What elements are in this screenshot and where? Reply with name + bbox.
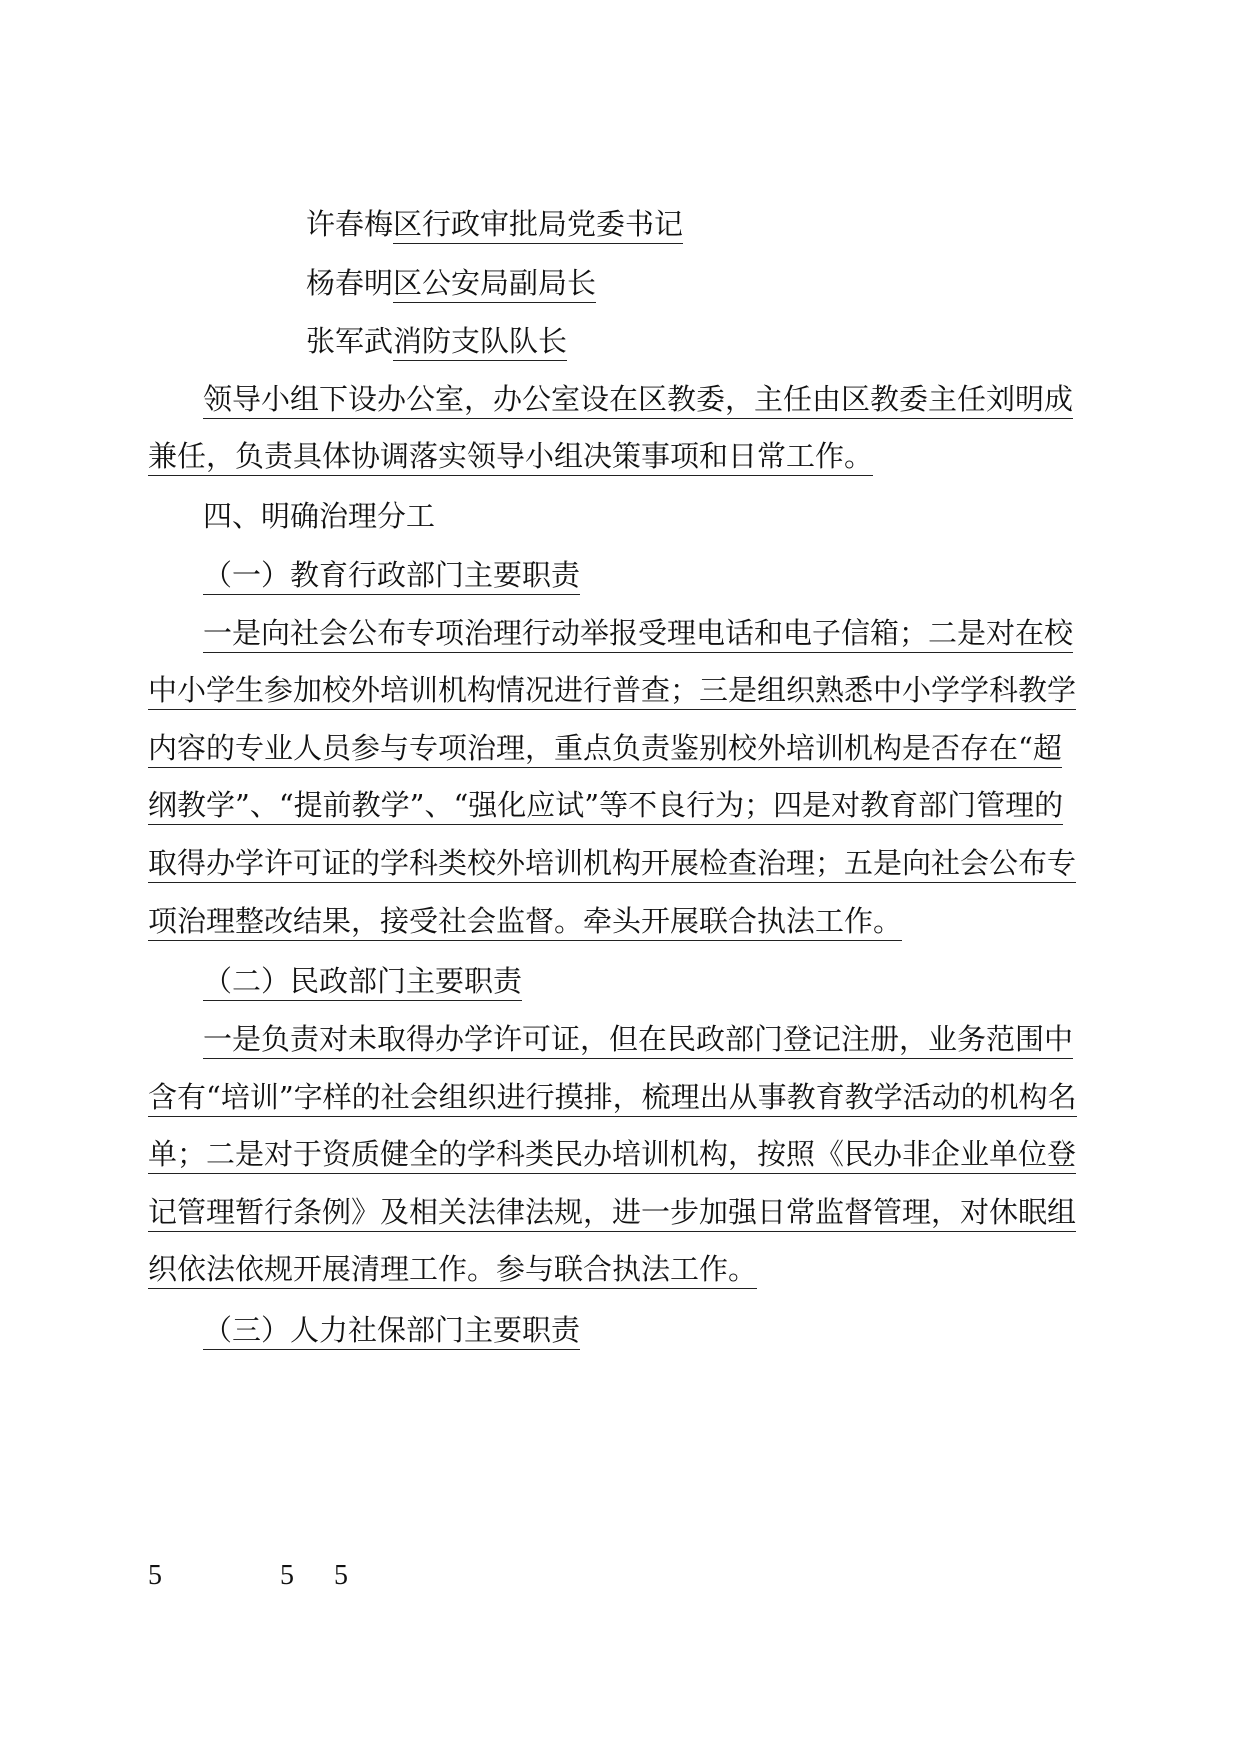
subsection-heading-text: （二）民政部门主要职责: [203, 964, 522, 1001]
part2-paragraph-line: [148, 1134, 1076, 1174]
member-title: 区行政审批局党委书记: [393, 207, 683, 244]
subsection-heading-text: （三）人力社保部门主要职责: [203, 1313, 580, 1350]
paragraph-text: 领导小组下设办公室，办公室设在区教委，主任由区教委主任刘明成: [203, 382, 1073, 419]
part2-paragraph-line: [148, 1192, 1076, 1232]
page-number: 5: [280, 1560, 294, 1591]
section-heading-text: 四、明确治理分工: [203, 499, 436, 533]
paragraph-text: 取得办学许可证的学科类校外培训机构开展检查治理；五是向社会公布专: [148, 846, 1076, 883]
office-paragraph-line: [203, 379, 1073, 419]
subsection-heading: [203, 961, 522, 1001]
part2-paragraph-line: [148, 1077, 1077, 1117]
paragraph-text: 单；二是对于资质健全的学科类民办培训机构，按照《民办非企业单位登: [148, 1137, 1076, 1174]
member-name: 杨春明: [306, 266, 394, 300]
part2-paragraph-line: [203, 1019, 1073, 1059]
member-name: 张军武: [306, 324, 394, 358]
paragraph-text: 纲教学”、“提前教学”、“强化应试”等不良行为；四是对教育部门管理的: [148, 788, 1063, 825]
part1-paragraph-line: [148, 843, 1076, 883]
subsection-heading: [203, 555, 580, 595]
part1-paragraph-line: [148, 728, 1062, 768]
paragraph-text: 中小学生参加校外培训机构情况进行普查；三是组织熟悉中小学学科教学: [148, 673, 1076, 710]
section-heading: [203, 496, 435, 536]
page-number: 5: [148, 1560, 162, 1591]
paragraph-text: 织依法依规开展清理工作。参与联合执法工作。: [148, 1252, 757, 1289]
paragraph-text: 一是向社会公布专项治理行动举报受理电话和电子信箱；二是对在校: [203, 616, 1073, 653]
paragraph-text: 项治理整改结果，接受社会监督。牵头开展联合执法工作。: [148, 904, 902, 941]
member-row: [306, 204, 683, 244]
paragraph-text: 记管理暂行条例》及相关法律法规，进一步加强日常监督管理，对休眠组: [148, 1195, 1076, 1232]
member-title: 消防支队队长: [393, 324, 567, 361]
member-row: [306, 263, 596, 303]
subsection-heading: [203, 1310, 580, 1350]
paragraph-text: 兼任，负责具体协调落实领导小组决策事项和日常工作。: [148, 439, 873, 476]
part2-paragraph-line: [148, 1249, 757, 1289]
part1-paragraph-line: [148, 785, 1063, 825]
part1-paragraph-line: [203, 613, 1073, 653]
subsection-heading-text: （一）教育行政部门主要职责: [203, 558, 580, 595]
office-paragraph-line: [148, 436, 873, 476]
paragraph-text: 内容的专业人员参与专项治理，重点负责鉴别校外培训机构是否存在“超: [148, 731, 1062, 768]
member-title: 区公安局副局长: [393, 266, 596, 303]
member-name: 许春梅: [306, 207, 394, 241]
part1-paragraph-line: [148, 670, 1076, 710]
member-row: [306, 321, 567, 361]
part1-paragraph-line: [148, 901, 902, 941]
page-number: 5: [334, 1560, 348, 1591]
paragraph-text: 一是负责对未取得办学许可证，但在民政部门登记注册，业务范围中: [203, 1022, 1073, 1059]
paragraph-text: 含有“培训”字样的社会组织进行摸排，梳理出从事教育教学活动的机构名: [148, 1080, 1077, 1117]
